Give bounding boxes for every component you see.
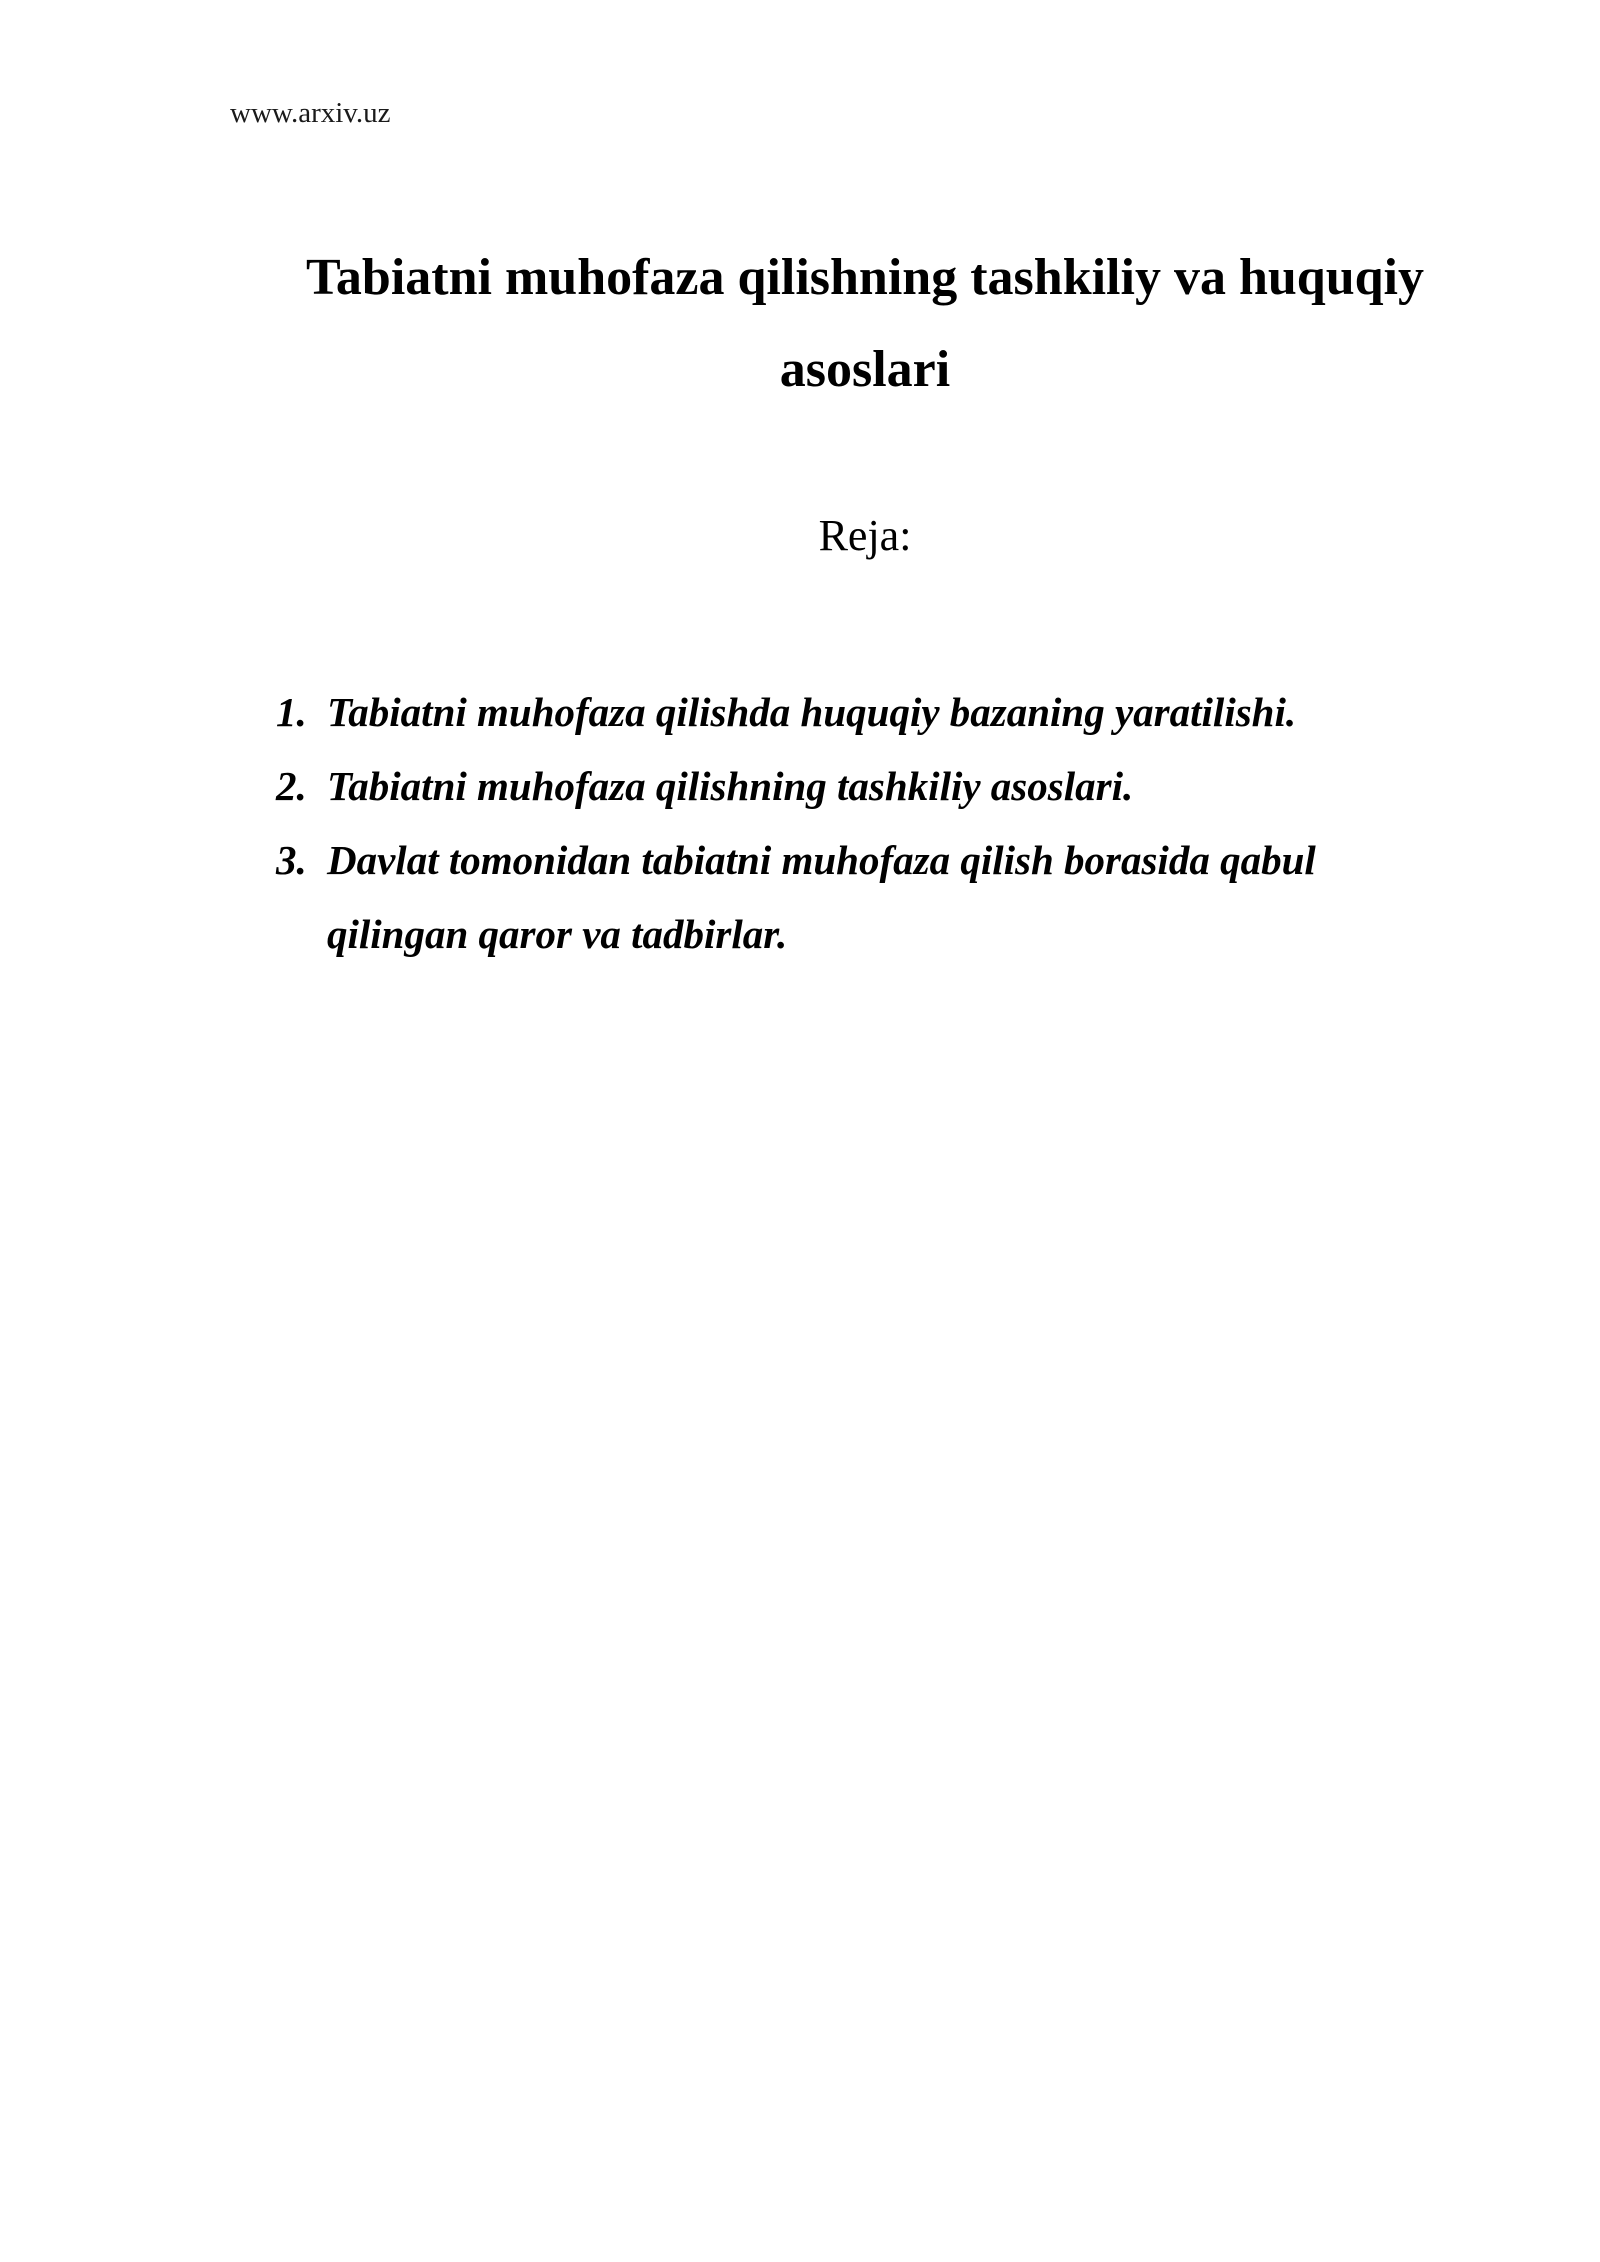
plan-item xyxy=(276,749,1426,823)
plan-item xyxy=(276,823,1426,971)
plan-item-text: Tabiatni muhofaza qilishda huquqiy bazaning yaratilishi. xyxy=(327,689,1297,735)
plan-heading: Reja: xyxy=(818,511,912,560)
plan-item-number: 1. xyxy=(276,689,307,735)
plan-list xyxy=(276,675,1426,971)
plan-item-text: Davlat tomonidan tabiatni muhofaza qilish borasida qabul qilingan qaror va tadbirlar. xyxy=(327,837,1316,957)
plan-item-number: 2. xyxy=(276,763,307,809)
site-url-header: www.arxiv.uz xyxy=(230,97,391,129)
plan-item xyxy=(276,675,1426,749)
document-title: Tabiatni muhofaza qilishning tashkiliy va huquqiy asoslari xyxy=(306,249,1424,398)
plan-item-text: Tabiatni muhofaza qilishning tashkiliy asoslari. xyxy=(327,763,1134,809)
plan-item-number: 3. xyxy=(276,837,307,883)
